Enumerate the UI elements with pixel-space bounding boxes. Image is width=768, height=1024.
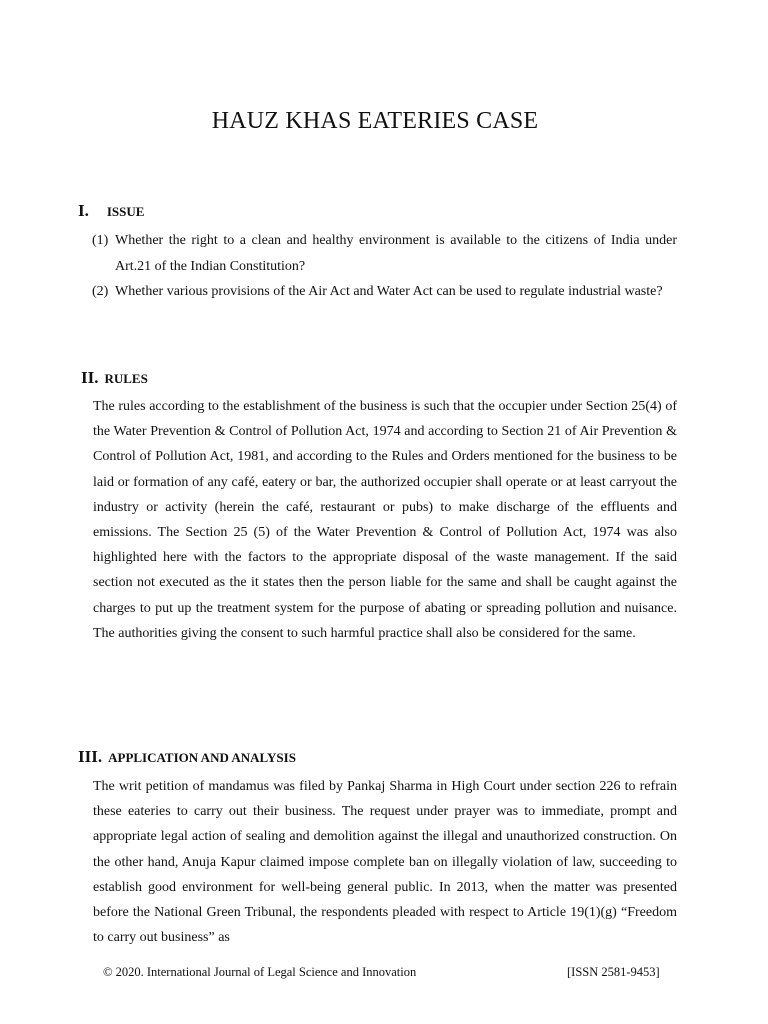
section-numeral: I. — [78, 201, 89, 220]
section-label: RULES — [104, 371, 148, 386]
issue-item — [92, 279, 677, 305]
rules-paragraph: The rules according to the establishment of the business is such that the occupier under Section 25(4) of the Water Prevention & Control of Pollution Act, 1974 and according to Section 21 of Air Prevention & Control of Pollution Act, 1981, and according to the Rules and Orders mentioned for the business to be laid or formation of any café, eatery or bar, the authorized occupier shall operate or at least carryout the industry or activity (herein the café, restaurant or pubs) to make discharge of the effluents and emissions. The Section 25 (5) of the Water Prevention & Control of Pollution Act, 1974 was also highlighted here with the factors to the appropriate disposal of the waste management. If the said section not executed as the it states then the person liable for the same and shall be caught against the charges to put up the treatment system for the purpose of abating or spreading pollution and nuisance. The authorities giving the consent to such harmful practice shall also be considered for the same. — [93, 399, 677, 641]
section-heading-application — [78, 742, 296, 769]
section-numeral: II. — [81, 368, 99, 387]
section-heading-rules — [81, 363, 148, 390]
issue-marker: (1) — [92, 233, 109, 248]
section-label: ISSUE — [106, 204, 145, 219]
footer-copyright: © 2020. International Journal of Legal Science and Innovation — [103, 965, 417, 979]
issue-marker: (2) — [92, 284, 109, 299]
section-numeral: III. — [78, 747, 103, 766]
analysis-paragraph: The writ petition of mandamus was filed by Pankaj Sharma in High Court under section 226 to refrain these eateries to carry out their business. The request under prayer was to immediate, prompt and appropriate legal action of sealing and demolition against the illegal and unauthorized construction. On the other hand, Anuja Kapur claimed impose complete ban on illegally violation of law, succeeding to establish good environment for well-being general public. In 2013, when the matter was presented before the National Green Tribunal, the respondents pleaded with respect to Article 19(1)(g) “Freedom to carry out business” as — [93, 779, 677, 946]
section-heading-issue — [78, 196, 144, 223]
issue-list — [92, 228, 677, 305]
section-label: APPLICATION AND ANALYSIS — [108, 750, 296, 765]
issue-text: Whether the right to a clean and healthy environment is available to the citizens of India under Art.21 of the Indian Constitution? — [115, 233, 677, 274]
issue-text: Whether various provisions of the Air Act and Water Act can be used to regulate industrial waste? — [115, 284, 663, 299]
footer-issn: [ISSN 2581-9453] — [567, 965, 660, 979]
document-title: HAUZ KHAS EATERIES CASE — [211, 108, 539, 134]
issue-item — [92, 228, 677, 279]
